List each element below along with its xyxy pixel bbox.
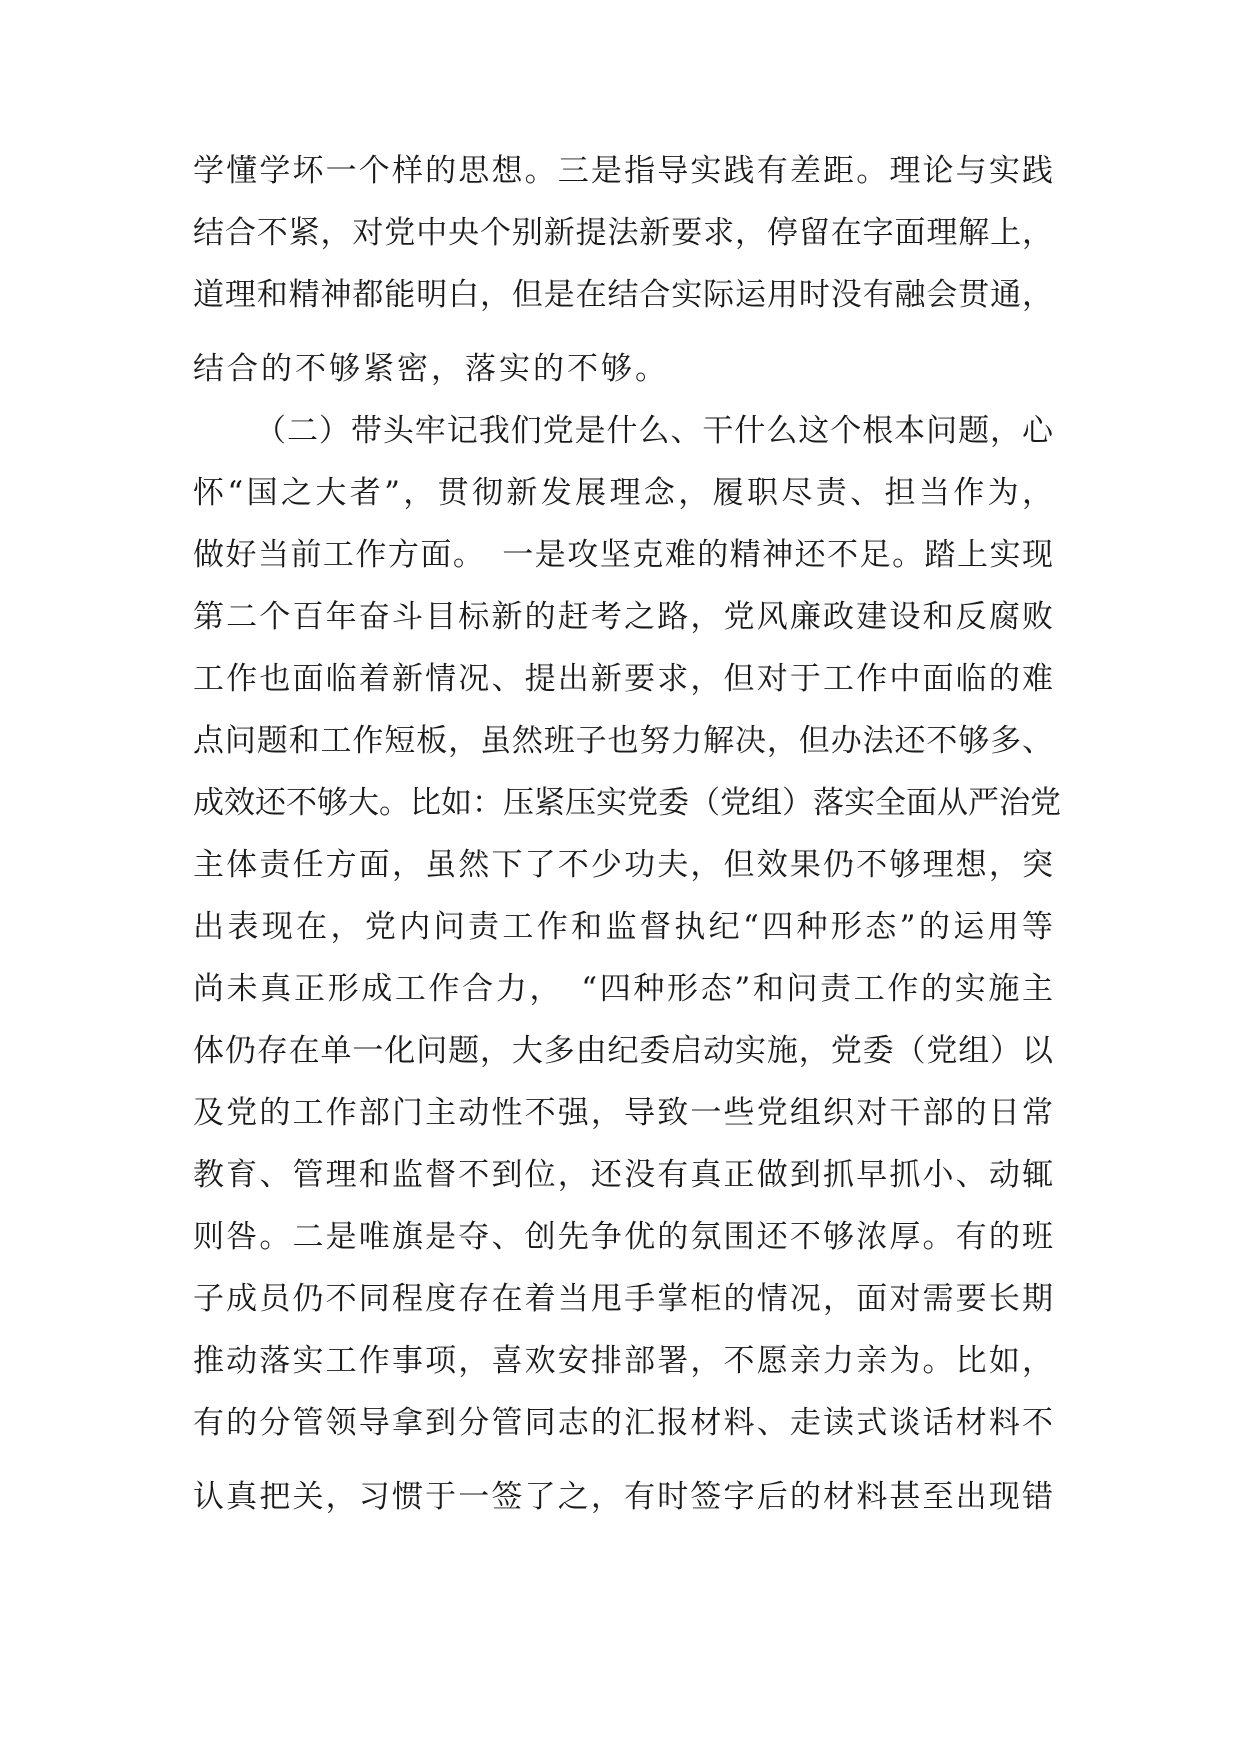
text-line: 道理和精神都能明白，但是在结合实际运用时没有融会贯通，	[193, 277, 1053, 313]
text-line: 则咎。二是唯旗是夺、创先争优的氛围还不够浓厚。有的班	[193, 1219, 1053, 1255]
text-line: 结合的不够紧密，落实的不够。	[193, 351, 669, 387]
text-line: 成效还不够大。比如：压紧压实党委（党组）落实全面从严治党	[193, 785, 1061, 821]
text-line: 认真把关，习惯于一签了之，有时签字后的材料甚至出现错	[193, 1479, 1053, 1515]
text-line: 推动落实工作事项，喜欢安排部署，不愿亲力亲为。比如，	[193, 1343, 1053, 1379]
text-line: 尚未真正形成工作合力， “四种形态”和问责工作的实施主	[193, 971, 1053, 1007]
text-line: 第二个百年奋斗目标新的赶考之路，党风廉政建设和反腐败	[193, 599, 1053, 635]
text-line: 出表现在，党内问责工作和监督执纪“四种形态”的运用等	[193, 909, 1053, 945]
text-line: 学懂学坏一个样的思想。三是指导实践有差距。理论与实践	[193, 153, 1053, 189]
text-line: 怀“国之大者”，贯彻新发展理念，履职尽责、担当作为，	[193, 475, 1053, 511]
body-text	[193, 150, 1061, 1538]
text-line: 教育、管理和监督不到位，还没有真正做到抓早抓小、动辄	[193, 1157, 1053, 1193]
text-line: 结合不紧，对党中央个别新提法新要求，停留在字面理解上，	[193, 215, 1053, 251]
text-line: 子成员仍不同程度存在着当甩手掌柜的情况，面对需要长期	[193, 1281, 1053, 1317]
text-line: 及党的工作部门主动性不强，导致一些党组织对干部的日常	[193, 1095, 1053, 1131]
text-line: 做好当前工作方面。 一是攻坚克难的精神还不足。踏上实现	[193, 537, 1053, 573]
text-line: 主体责任方面，虽然下了不少功夫，但效果仍不够理想，突	[193, 847, 1053, 883]
text-line: 有的分管领导拿到分管同志的汇报材料、走读式谈话材料不	[193, 1405, 1053, 1441]
section-heading-line: （二）带头牢记我们党是什么、干什么这个根本问题，心	[255, 413, 1053, 449]
text-line: 工作也面临着新情况、提出新要求，但对于工作中面临的难	[193, 661, 1053, 697]
text-line: 体仍存在单一化问题，大多由纪委启动实施，党委（党组）以	[193, 1033, 1053, 1069]
text-line: 点问题和工作短板，虽然班子也努力解决，但办法还不够多、	[193, 723, 1053, 759]
